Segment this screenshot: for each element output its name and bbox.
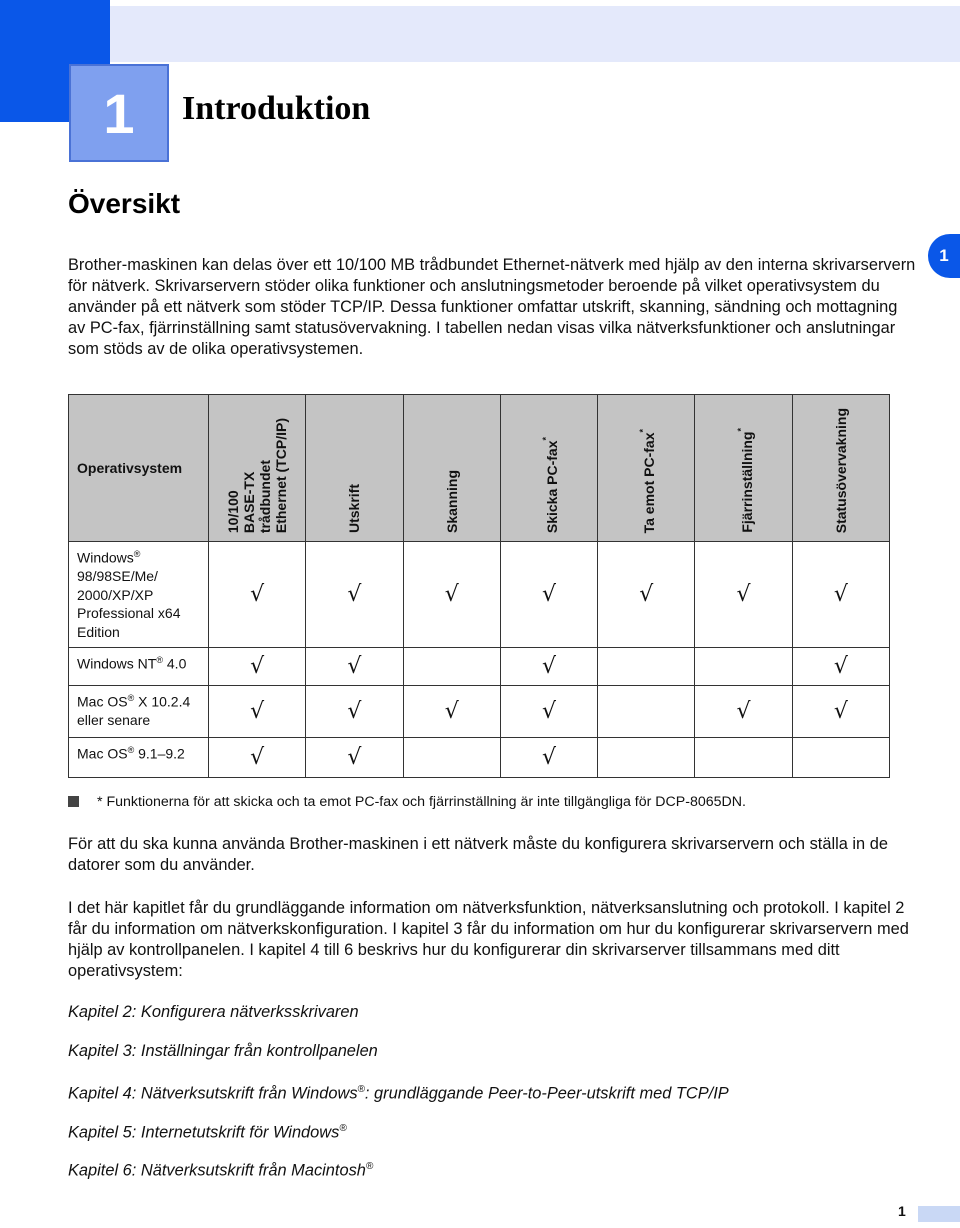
support-cell xyxy=(209,686,306,738)
os-cell xyxy=(69,686,209,738)
chapter-title: Introduktion xyxy=(182,90,371,127)
feature-column-header xyxy=(792,395,889,542)
feature-column-footnote-mark: * xyxy=(638,428,649,433)
support-cell xyxy=(403,738,500,778)
os-name: Windows xyxy=(77,549,134,566)
chapter-ref-3 xyxy=(68,1041,378,1062)
chapter-ref-6-text: Kapitel 6: Nätverksutskrift från Macintosh xyxy=(68,1161,366,1180)
support-cell xyxy=(209,738,306,778)
chapter-ref-3-text: Kapitel 3: Inställningar från kontrollpanelen xyxy=(68,1042,378,1060)
chapter-side-tab xyxy=(928,234,960,278)
table-row xyxy=(69,738,890,778)
os-header-label: Operativsystem xyxy=(77,460,183,476)
chapter-ref-2-text: Kapitel 2: Konfigurera nätverksskrivaren xyxy=(68,1003,359,1021)
os-cell xyxy=(69,738,209,778)
check-mark-icon: √ xyxy=(250,582,265,607)
check-mark-icon: √ xyxy=(347,745,362,770)
os-version: 98/98SE/Me/ 2000/XP/XP Professional x64 Edition xyxy=(77,568,181,640)
side-tab-label: 1 xyxy=(939,246,949,265)
support-cell xyxy=(695,738,792,778)
check-mark-icon: √ xyxy=(347,582,362,607)
table-header-row xyxy=(69,395,890,542)
feature-column-text: Ta emot PC-fax xyxy=(641,432,658,533)
check-mark-icon: √ xyxy=(541,699,556,724)
chapter-ref-2 xyxy=(68,1002,359,1023)
table-body xyxy=(69,542,890,778)
table-row xyxy=(69,686,890,738)
os-registered-mark: ® xyxy=(156,655,163,665)
os-version: 9.1–9.2 xyxy=(134,745,185,762)
check-mark-icon: √ xyxy=(444,699,459,724)
os-name: Windows NT xyxy=(77,655,157,672)
check-mark-icon: √ xyxy=(833,582,848,607)
check-mark-icon: √ xyxy=(250,699,265,724)
intro-paragraph: Brother-maskinen kan delas över ett 10/100 MB trådbundet Ethernet-nätverk med hjälp av den interna skrivarservern för nätverk. Skrivarservern stöder olika funktioner och anslutningsmetoder beroende på vilket operativsystem du använder på ett nätverk som stöder TCP/IP. Dessa funktioner omfattar utskrift, skanning, sändning och mottagning av PC-fax, fjärrinställning samt statusövervakning. I tabellen nedan visas vilka nätverksfunktioner och anslutningar som stöds av de olika operativsystemen. xyxy=(68,256,916,358)
support-cell xyxy=(403,686,500,738)
check-mark-icon: √ xyxy=(541,654,556,679)
os-cell xyxy=(69,648,209,686)
os-version: X 10.2.4 eller senare xyxy=(77,693,191,729)
chapter-ref-5-text: Kapitel 5: Internetutskrift för Windows xyxy=(68,1123,340,1142)
feature-column-text: Fjärrinställning xyxy=(738,431,755,533)
support-cell xyxy=(792,738,889,778)
feature-column-label xyxy=(635,429,657,533)
chapter-ref-5-reg: ® xyxy=(339,1123,347,1134)
feature-column-footnote-mark: * xyxy=(541,436,552,441)
os-name: Mac OS xyxy=(77,693,128,710)
support-cell xyxy=(500,648,597,686)
header-band xyxy=(110,6,960,62)
chapter-ref-4-rest: : grundläggande Peer-to-Peer-utskrift med TCP/IP xyxy=(364,1084,729,1103)
check-mark-icon: √ xyxy=(250,654,265,679)
chapter-number-box xyxy=(69,64,169,162)
os-version: 4.0 xyxy=(163,655,187,672)
support-cell xyxy=(209,648,306,686)
feature-column-header xyxy=(598,395,695,542)
table-row xyxy=(69,542,890,648)
support-cell xyxy=(598,686,695,738)
feature-column-text: Skicka PC-fax xyxy=(543,440,560,533)
os-column-header xyxy=(69,395,209,542)
feature-table xyxy=(68,394,890,778)
feature-column-text: Skanning xyxy=(443,469,460,533)
feature-column-text: Statusövervakning xyxy=(832,407,849,533)
feature-column-text: 10/100 BASE-TX trådbundet Ethernet (TCP/IP) xyxy=(225,417,290,533)
feature-column-header xyxy=(306,395,403,542)
feature-column-text: Utskrift xyxy=(346,483,363,533)
table-row xyxy=(69,648,890,686)
os-name: Mac OS xyxy=(77,745,128,762)
support-cell xyxy=(306,738,403,778)
chapter-ref-5 xyxy=(68,1118,347,1143)
square-bullet-icon xyxy=(68,796,79,807)
support-cell xyxy=(695,542,792,648)
feature-column-label xyxy=(833,408,849,533)
check-mark-icon: √ xyxy=(736,582,751,607)
chapter-ref-4 xyxy=(68,1079,729,1104)
feature-column-label xyxy=(444,470,460,533)
feature-column-label xyxy=(346,484,362,533)
support-cell xyxy=(598,648,695,686)
support-cell xyxy=(792,648,889,686)
check-mark-icon: √ xyxy=(736,699,751,724)
chapter-ref-6 xyxy=(68,1156,373,1181)
feature-column-label xyxy=(538,437,560,533)
feature-column-header xyxy=(500,395,597,542)
check-mark-icon: √ xyxy=(639,582,654,607)
os-registered-mark: ® xyxy=(127,693,135,703)
support-cell xyxy=(500,542,597,648)
support-cell xyxy=(306,648,403,686)
footer-bar xyxy=(918,1206,960,1222)
feature-column-footnote-mark: * xyxy=(735,428,746,432)
support-cell xyxy=(403,648,500,686)
feature-column-header xyxy=(209,395,306,542)
check-mark-icon: √ xyxy=(541,745,556,770)
footnote xyxy=(68,794,948,810)
support-cell xyxy=(306,542,403,648)
support-cell xyxy=(500,686,597,738)
support-cell xyxy=(403,542,500,648)
check-mark-icon: √ xyxy=(541,582,556,607)
section-title: Översikt xyxy=(68,188,181,219)
support-cell xyxy=(792,686,889,738)
chapter-ref-6-reg: ® xyxy=(365,1161,374,1172)
support-cell xyxy=(209,542,306,648)
paragraph-chapter-overview: I det här kapitlet får du grundläggande information om nätverksfunktion, nätverksanslutning och protokoll. I kapitel 2 får du information om nätverkskonfiguration. I kapitel 3 får du information om hur du konfigurerar skrivarservern med hjälp av kontrollpanelen. I kapitel 4 till 6 beskrivs hur du konfigurerar din skrivarserver tillsammans med ditt operativsystem: xyxy=(68,899,909,980)
os-registered-mark: ® xyxy=(133,549,141,559)
support-cell xyxy=(500,738,597,778)
chapter-ref-4-reg: ® xyxy=(357,1084,365,1095)
support-cell xyxy=(306,686,403,738)
check-mark-icon: √ xyxy=(833,654,848,679)
support-cell xyxy=(792,542,889,648)
page-number: 1 xyxy=(898,1203,906,1219)
support-cell xyxy=(695,648,792,686)
support-cell xyxy=(695,686,792,738)
check-mark-icon: √ xyxy=(347,654,362,679)
os-cell xyxy=(69,542,209,648)
feature-column-label xyxy=(225,418,289,533)
footnote-text: * Funktionerna för att skicka och ta emot PC-fax och fjärrinställning är inte tillgängliga för DCP-8065DN. xyxy=(97,794,746,810)
support-cell xyxy=(598,542,695,648)
feature-column-header xyxy=(403,395,500,542)
os-registered-mark: ® xyxy=(127,745,135,755)
paragraph-setup: För att du ska kunna använda Brother-maskinen i ett nätverk måste du konfigurera skrivarservern och ställa in de datorer som du använder. xyxy=(68,835,888,874)
chapter-ref-4-text: Kapitel 4: Nätverksutskrift från Windows xyxy=(68,1084,358,1103)
feature-column-header xyxy=(695,395,792,542)
support-cell xyxy=(598,738,695,778)
check-mark-icon: √ xyxy=(250,745,265,770)
feature-column-label xyxy=(733,428,755,533)
check-mark-icon: √ xyxy=(833,699,848,724)
check-mark-icon: √ xyxy=(347,699,362,724)
chapter-number: 1 xyxy=(103,81,135,145)
check-mark-icon: √ xyxy=(444,582,459,607)
